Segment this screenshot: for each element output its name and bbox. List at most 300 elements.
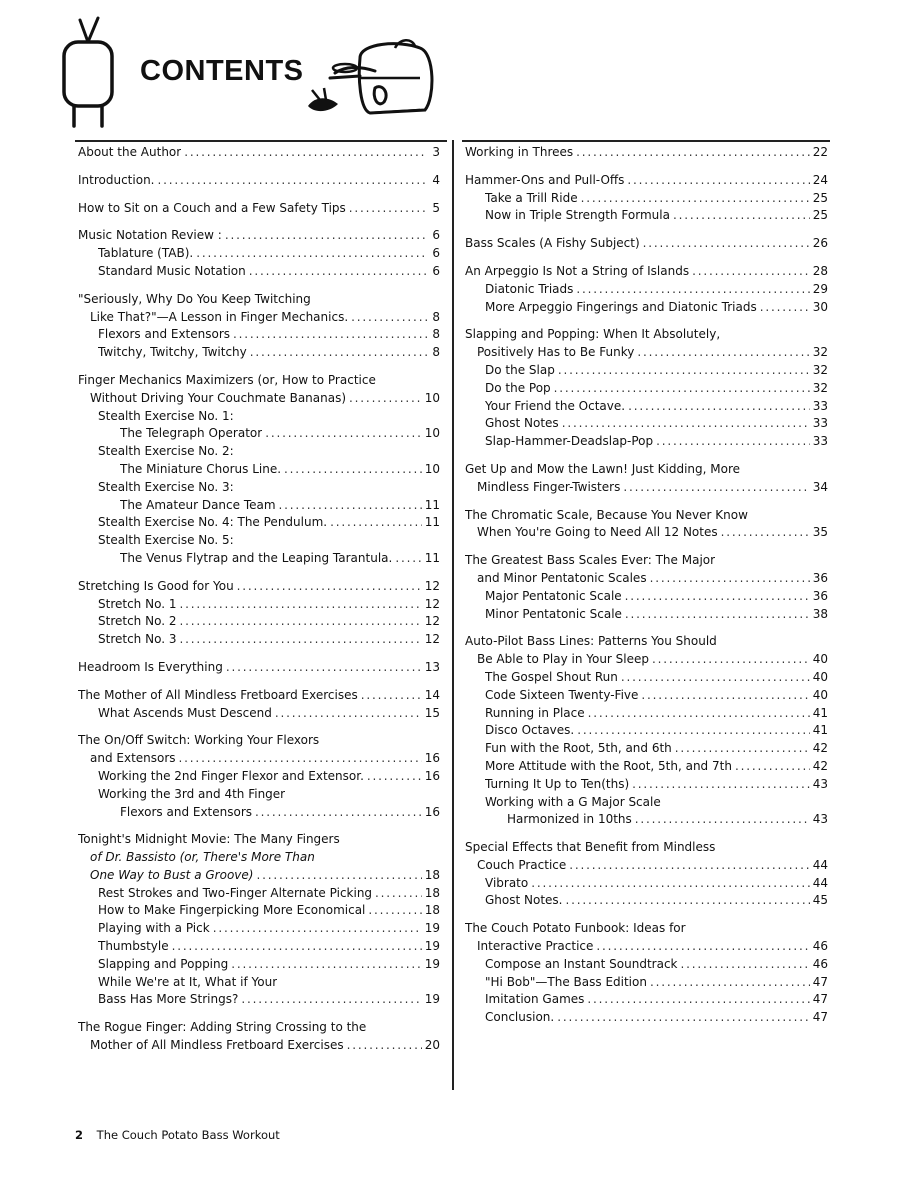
toc-entry-title: While We're at It, What if Your	[98, 974, 278, 989]
footer-page-number: 2	[75, 1128, 84, 1142]
toc-entry-title: Do the Pop	[485, 380, 551, 395]
toc-entry-title: The On/Off Switch: Working Your Flexors	[78, 733, 320, 748]
toc-entry-title: Stretch No. 1	[98, 596, 177, 611]
toc-entry-page: 19	[424, 939, 440, 954]
toc-entry	[78, 705, 440, 723]
toc-group	[78, 1019, 440, 1055]
toc-entry	[465, 362, 828, 380]
toc-entry-title: The Telegraph Operator	[120, 426, 263, 441]
toc-entry	[78, 867, 440, 885]
toc-dot-leader	[650, 974, 810, 992]
toc-entry-page: 28	[812, 263, 828, 278]
toc-entry-title: The Rogue Finger: Adding String Crossing to the	[78, 1020, 367, 1035]
toc-entry	[465, 281, 828, 299]
toc-entry	[465, 524, 828, 542]
toc-entry-title: Code Sixteen Twenty-Five	[485, 687, 639, 702]
toc-entry-title: Twitchy, Twitchy, Twitchy	[98, 345, 247, 360]
toc-entry	[465, 172, 828, 190]
tv-cartoon-icon	[58, 14, 118, 129]
toc-entry-title: What Ascends Must Descend	[98, 705, 272, 720]
toc-dot-leader	[596, 938, 809, 956]
toc-entry-page: 10	[424, 461, 440, 476]
toc-entry	[465, 857, 828, 875]
toc-entry	[78, 245, 440, 263]
page-footer	[75, 1128, 280, 1142]
toc-dot-leader	[652, 651, 810, 669]
toc-entry	[78, 596, 440, 614]
toc-entry-title: The Amateur Dance Team	[120, 497, 276, 512]
toc-entry-page: 40	[812, 687, 828, 702]
toc-entry-title: Stretch No. 3	[98, 632, 177, 647]
toc-entry-title: Minor Pentatonic Scale	[485, 606, 622, 621]
toc-dot-leader	[637, 344, 809, 362]
toc-entry	[465, 758, 828, 776]
toc-entry-page: 12	[424, 632, 440, 647]
toc-dot-leader	[581, 190, 810, 208]
footer-book-title: The Couch Potato Bass Workout	[96, 1128, 280, 1142]
toc-entry-title: Finger Mechanics Maximizers (or, How to Practice	[78, 372, 376, 387]
toc-dot-leader	[673, 207, 810, 225]
toc-entry-page: 13	[424, 659, 440, 674]
toc-entry-title: Compose an Instant Soundtrack	[485, 956, 678, 971]
toc-entry-title: Imitation Games	[485, 992, 585, 1007]
toc-entry	[78, 578, 440, 596]
toc-entry-title: More Attitude with the Root, 5th, and 7th	[485, 758, 732, 773]
toc-dot-leader	[233, 326, 427, 344]
toc-entry	[465, 991, 828, 1009]
toc-entry	[78, 326, 440, 344]
toc-group	[78, 578, 440, 649]
toc-entry	[465, 144, 828, 162]
toc-entry	[78, 172, 440, 190]
toc-entry-page: 47	[812, 1010, 828, 1025]
toc-entry	[78, 479, 440, 497]
toc-entry	[465, 920, 828, 938]
toc-entry-page: 40	[812, 652, 828, 667]
toc-entry	[465, 651, 828, 669]
toc-entry-page: 41	[812, 723, 828, 738]
toc-entry	[465, 892, 828, 910]
toc-group	[465, 461, 828, 497]
toc-group	[465, 839, 828, 910]
toc-dot-leader	[623, 479, 809, 497]
toc-entry-title: Vibrato	[485, 875, 529, 890]
toc-dot-leader	[284, 461, 422, 479]
toc-entry-title: Conclusion.	[485, 1010, 555, 1025]
toc-entry-title: Stretch No. 2	[98, 614, 177, 629]
toc-dot-leader	[395, 550, 421, 568]
toc-dot-leader	[632, 776, 810, 794]
toc-dot-leader	[557, 1009, 810, 1027]
toc-entry-page: 11	[424, 515, 440, 530]
toc-group	[78, 732, 440, 821]
toc-entry-title: Harmonized in 10ths	[507, 812, 632, 827]
toc-entry-title: Like That?"—A Lesson in Finger Mechanics.	[90, 309, 349, 324]
toc-entry-page: 42	[812, 741, 828, 756]
toc-entry-page: 33	[812, 416, 828, 431]
toc-entry-title: Working the 3rd and 4th Finger	[98, 786, 286, 801]
toc-left-column	[78, 144, 440, 1065]
toc-entry-page: 40	[812, 669, 828, 684]
toc-group	[465, 144, 828, 162]
toc-group	[78, 687, 440, 723]
toc-entry	[465, 552, 828, 570]
toc-dot-leader	[625, 606, 810, 624]
toc-dot-leader	[250, 344, 427, 362]
toc-group	[465, 235, 828, 253]
toc-entry-title: How to Make Fingerpicking More Economical	[98, 903, 366, 918]
toc-entry	[78, 200, 440, 218]
toc-entry-title: Standard Music Notation	[98, 263, 246, 278]
toc-entry-title: When You're Going to Need All 12 Notes	[477, 525, 718, 540]
toc-entry-page: 43	[812, 776, 828, 791]
toc-entry-page: 16	[424, 804, 440, 819]
toc-entry	[465, 190, 828, 208]
toc-entry	[78, 885, 440, 903]
toc-entry	[78, 461, 440, 479]
toc-entry	[78, 390, 440, 408]
toc-dot-leader	[255, 804, 422, 822]
toc-entry	[78, 514, 440, 532]
toc-entry-page: 19	[424, 921, 440, 936]
toc-entry-title: More Arpeggio Fingerings and Diatonic Triads	[485, 299, 757, 314]
toc-entry	[465, 299, 828, 317]
toc-entry-title: The Mother of All Mindless Fretboard Exercises	[78, 687, 358, 702]
toc-entry-title: Thumbstyle	[98, 939, 169, 954]
toc-dot-leader	[587, 991, 809, 1009]
toc-entry-title: Stealth Exercise No. 5:	[98, 533, 234, 548]
toc-entry-title: Stealth Exercise No. 3:	[98, 479, 234, 494]
toc-entry-page: 18	[424, 885, 440, 900]
toc-entry	[78, 974, 440, 992]
toc-entry	[465, 344, 828, 362]
toc-entry	[465, 875, 828, 893]
toc-entry	[78, 732, 440, 750]
toc-dot-leader	[231, 956, 421, 974]
toc-dot-leader	[588, 705, 810, 723]
toc-entry	[78, 768, 440, 786]
toc-group	[78, 144, 440, 162]
toc-entry	[465, 705, 828, 723]
toc-dot-leader	[213, 920, 422, 938]
toc-entry	[465, 722, 828, 740]
toc-entry-page: 46	[812, 956, 828, 971]
toc-entry-title: Stealth Exercise No. 1:	[98, 408, 234, 423]
toc-entry-page: 10	[424, 390, 440, 405]
toc-entry-title: Working the 2nd Finger Flexor and Extensor.	[98, 768, 364, 783]
toc-entry-title: Couch Practice	[477, 857, 567, 872]
toc-entry-title: How to Sit on a Couch and a Few Safety Tips	[78, 200, 346, 215]
toc-dot-leader	[641, 687, 809, 705]
toc-dot-leader	[237, 578, 422, 596]
toc-entry	[465, 398, 828, 416]
toc-entry-page: 47	[812, 992, 828, 1007]
toc-entry-page: 35	[812, 525, 828, 540]
toc-dot-leader	[531, 875, 809, 893]
toc-entry-page: 18	[424, 903, 440, 918]
toc-entry	[78, 408, 440, 426]
toc-entry-title: Disco Octaves.	[485, 723, 575, 738]
toc-entry	[465, 461, 828, 479]
toc-entry-page: 10	[424, 426, 440, 441]
toc-dot-leader	[347, 1037, 422, 1055]
toc-entry	[465, 507, 828, 525]
toc-group	[465, 633, 828, 829]
toc-entry	[465, 479, 828, 497]
page-title: CONTENTS	[140, 55, 304, 87]
toc-dot-leader	[225, 227, 427, 245]
toc-entry-page: 36	[812, 570, 828, 585]
toc-dot-leader	[249, 263, 427, 281]
toc-dot-leader	[179, 596, 421, 614]
toc-entry-page: 29	[812, 281, 828, 296]
toc-dot-leader	[256, 867, 421, 885]
toc-dot-leader	[692, 263, 810, 281]
toc-dot-leader	[275, 705, 422, 723]
toc-entry	[78, 1037, 440, 1055]
toc-dot-leader	[368, 902, 421, 920]
toc-dot-leader	[566, 892, 810, 910]
toc-entry-title: Stealth Exercise No. 2:	[98, 444, 234, 459]
toc-dot-leader	[625, 588, 810, 606]
toc-entry-page: 32	[812, 345, 828, 360]
toc-entry	[78, 786, 440, 804]
toc-entry-title: Special Effects that Benefit from Mindless	[465, 840, 716, 855]
toc-entry-page: 42	[812, 758, 828, 773]
toc-entry-title: and Minor Pentatonic Scales	[477, 570, 647, 585]
toc-dot-leader	[157, 172, 427, 190]
toc-entry-page: 18	[424, 867, 440, 882]
toc-entry-title: Bass Has More Strings?	[98, 992, 239, 1007]
toc-entry-page: 26	[812, 236, 828, 251]
toc-dot-leader	[361, 687, 422, 705]
toc-dot-leader	[576, 281, 809, 299]
toc-entry	[465, 326, 828, 344]
toc-entry-page: 25	[812, 190, 828, 205]
toc-entry-title: Positively Has to Be Funky	[477, 345, 635, 360]
toc-dot-leader	[265, 425, 422, 443]
toc-dot-leader	[179, 631, 421, 649]
toc-entry-page: 12	[424, 596, 440, 611]
toc-entry	[465, 433, 828, 451]
toc-entry-page: 14	[424, 687, 440, 702]
toc-entry-page: 4	[432, 172, 440, 187]
toc-dot-leader	[349, 200, 427, 218]
toc-entry	[465, 669, 828, 687]
toc-dot-leader	[226, 659, 422, 677]
toc-group	[465, 263, 828, 316]
toc-entry-page: 44	[812, 875, 828, 890]
toc-entry	[465, 380, 828, 398]
toc-entry-title: Rest Strokes and Two-Finger Alternate Picking	[98, 885, 373, 900]
toc-dot-leader	[554, 380, 810, 398]
toc-entry-title: Be Able to Play in Your Sleep	[477, 652, 650, 667]
toc-dot-leader	[627, 172, 809, 190]
toc-entry	[465, 606, 828, 624]
toc-group	[78, 831, 440, 1009]
toc-entry-page: 6	[432, 246, 440, 261]
toc-entry-page: 8	[432, 309, 440, 324]
toc-entry	[465, 740, 828, 758]
toc-entry	[465, 794, 828, 812]
toc-entry-title: Take a Trill Ride	[485, 190, 578, 205]
toc-entry	[78, 902, 440, 920]
toc-entry-page: 3	[432, 145, 440, 159]
toc-entry	[465, 776, 828, 794]
toc-entry-title: of Dr. Bassisto (or, There's More Than	[90, 850, 315, 865]
toc-entry	[465, 570, 828, 588]
toc-entry-title: Now in Triple Strength Formula	[485, 208, 670, 223]
toc-entry-title: Headroom Is Everything	[78, 659, 223, 674]
toc-entry	[465, 974, 828, 992]
toc-entry-page: 44	[812, 857, 828, 872]
toc-entry	[78, 532, 440, 550]
toc-entry-title: About the Author	[78, 145, 182, 159]
toc-group	[465, 920, 828, 1027]
toc-entry-title: The Miniature Chorus Line.	[120, 461, 282, 476]
toc-entry-title: Ghost Notes	[485, 416, 559, 431]
toc-entry-page: 20	[424, 1038, 440, 1053]
toc-dot-leader	[635, 811, 810, 829]
toc-dot-leader	[330, 514, 422, 532]
toc-entry	[78, 804, 440, 822]
toc-dot-leader	[656, 433, 810, 451]
toc-dot-leader	[184, 144, 427, 162]
toc-entry-title: Mindless Finger-Twisters	[477, 479, 621, 494]
toc-dot-leader	[628, 398, 810, 416]
column-divider	[452, 140, 454, 1090]
toc-entry-title: Music Notation Review :	[78, 228, 222, 243]
toc-entry	[78, 920, 440, 938]
toc-entry-title: Get Up and Mow the Lawn! Just Kidding, More	[465, 461, 741, 476]
toc-entry	[78, 550, 440, 568]
toc-entry-page: 22	[812, 145, 828, 159]
toc-entry-title: The Greatest Bass Scales Ever: The Major	[465, 553, 716, 568]
toc-entry-title: "Hi Bob"—The Bass Edition	[485, 974, 647, 989]
toc-entry	[78, 443, 440, 461]
toc-dot-leader	[279, 497, 422, 515]
toc-entry-title: The Couch Potato Funbook: Ideas for	[465, 921, 686, 936]
toc-dot-leader	[650, 570, 810, 588]
toc-entry-title: Ghost Notes.	[485, 893, 563, 908]
toc-entry	[78, 425, 440, 443]
toc-entry-title: Stealth Exercise No. 4: The Pendulum.	[98, 515, 328, 530]
toc-entry-title: Flexors and Extensors	[120, 804, 253, 819]
toc-entry-page: 16	[424, 751, 440, 766]
toc-entry-page: 16	[424, 768, 440, 783]
toc-entry-title: "Seriously, Why Do You Keep Twitching	[78, 291, 311, 306]
header-rule-left	[75, 140, 447, 142]
toc-dot-leader	[179, 750, 422, 768]
toc-entry	[78, 687, 440, 705]
toc-entry-title: Without Driving Your Couchmate Bananas)	[90, 390, 347, 405]
toc-entry	[465, 235, 828, 253]
toc-entry	[78, 631, 440, 649]
couch-potato-icon	[300, 38, 440, 123]
toc-group	[78, 200, 440, 218]
toc-dot-leader	[558, 362, 810, 380]
toc-dot-leader	[569, 857, 809, 875]
toc-entry-title: Do the Slap	[485, 362, 555, 377]
toc-dot-leader	[621, 669, 810, 687]
toc-entry-page: 33	[812, 434, 828, 449]
toc-entry-page: 19	[424, 956, 440, 971]
toc-dot-leader	[760, 299, 810, 317]
toc-entry-page: 25	[812, 208, 828, 223]
toc-entry-page: 6	[432, 228, 440, 243]
toc-entry-title: Stretching Is Good for You	[78, 578, 234, 593]
toc-entry-page: 19	[424, 992, 440, 1007]
toc-entry-page: 8	[432, 345, 440, 360]
toc-entry-title: Tonight's Midnight Movie: The Many Fingers	[78, 832, 340, 847]
toc-entry	[78, 309, 440, 327]
toc-group	[78, 659, 440, 677]
toc-entry-title: and Extensors	[90, 751, 176, 766]
toc-entry	[465, 839, 828, 857]
toc-entry-page: 38	[812, 606, 828, 621]
toc-entry-title: Your Friend the Octave.	[485, 398, 626, 413]
toc-entry-title: Turning It Up to Ten(ths)	[485, 776, 630, 791]
toc-entry	[78, 613, 440, 631]
toc-entry-page: 34	[812, 479, 828, 494]
toc-entry-page: 12	[424, 614, 440, 629]
toc-entry-title: Playing with a Pick	[98, 921, 210, 936]
toc-entry	[465, 956, 828, 974]
toc-dot-leader	[577, 722, 809, 740]
toc-dot-leader	[721, 524, 810, 542]
toc-entry-title: The Gospel Shout Run	[485, 669, 618, 684]
toc-group	[465, 507, 828, 543]
toc-entry-page: 24	[812, 172, 828, 187]
toc-dot-leader	[349, 390, 422, 408]
toc-group	[465, 326, 828, 451]
toc-group	[78, 227, 440, 280]
toc-dot-leader	[675, 740, 810, 758]
toc-entry-title: Fun with the Root, 5th, and 6th	[485, 741, 672, 756]
toc-entry	[465, 207, 828, 225]
toc-entry-title: Working with a G Major Scale	[485, 794, 661, 809]
toc-entry	[78, 1019, 440, 1037]
toc-entry	[78, 849, 440, 867]
toc-dot-leader	[351, 309, 427, 327]
toc-dot-leader	[241, 991, 421, 1009]
toc-entry-title: Slapping and Popping: When It Absolutely,	[465, 327, 721, 342]
toc-entry-page: 11	[424, 497, 440, 512]
toc-dot-leader	[681, 956, 810, 974]
toc-entry-page: 46	[812, 939, 828, 954]
toc-entry-page: 8	[432, 327, 440, 342]
toc-entry-title: Interactive Practice	[477, 939, 594, 954]
toc-entry-title: Mother of All Mindless Fretboard Exercises	[90, 1038, 344, 1053]
toc-entry-page: 12	[424, 578, 440, 593]
toc-entry	[78, 344, 440, 362]
toc-entry	[465, 938, 828, 956]
toc-entry	[78, 956, 440, 974]
toc-entry-title: One Way to Bust a Groove)	[90, 867, 254, 882]
toc-entry-page: 5	[432, 200, 440, 215]
toc-entry-title: The Venus Flytrap and the Leaping Tarantula.	[120, 550, 393, 565]
toc-entry	[465, 811, 828, 829]
toc-entry	[465, 263, 828, 281]
toc-right-column	[465, 144, 828, 1037]
toc-dot-leader	[179, 613, 421, 631]
toc-entry-title: Auto-Pilot Bass Lines: Patterns You Should	[465, 634, 717, 649]
toc-entry	[465, 588, 828, 606]
toc-dot-leader	[735, 758, 810, 776]
toc-entry	[78, 227, 440, 245]
toc-entry-page: 30	[812, 299, 828, 314]
toc-dot-leader	[367, 768, 422, 786]
